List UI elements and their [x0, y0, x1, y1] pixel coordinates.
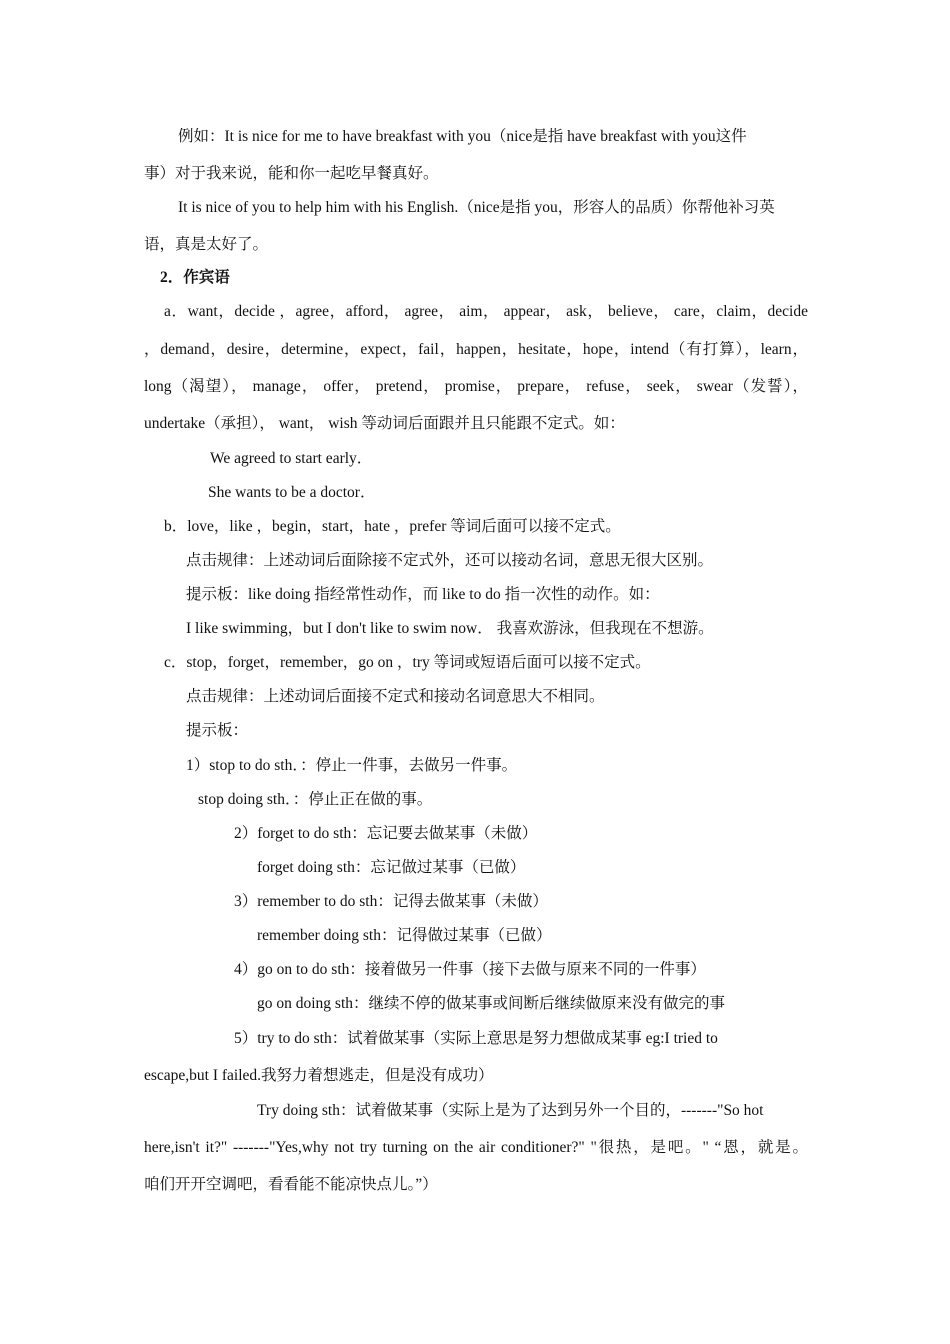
- item-b: b．love，like ，begin，start，hate ，prefer 等词后面可以接不定式。: [164, 518, 621, 535]
- remember-doing: remember doing sth：记得做过某事（已做）: [257, 927, 552, 944]
- forget-doing: forget doing sth：忘记做过某事（已做）: [257, 859, 526, 876]
- verb-list-line-4: undertake（承担）， want， wish 等动词后面跟并且只能跟不定式。如：: [144, 415, 625, 432]
- example-sentence-2: She wants to be a doctor．: [208, 484, 376, 501]
- go-on-to-do: 4）go on to do sth：接着做另一件事（接下去做与原来不同的一件事）: [234, 961, 706, 978]
- forget-to-do: 2）forget to do sth：忘记要去做某事（未做）: [234, 825, 538, 842]
- example-line-2b: 语，真是太好了。: [144, 236, 269, 253]
- hint-note-b: 提示板：like doing 指经常性动作，而 like to do 指一次性的动作。如：: [186, 586, 660, 603]
- item-c: c．stop，forget，remember，go on ，try 等词或短语后面可以接不定式。: [164, 654, 651, 671]
- rule-note-c: 点击规律：上述动词后面接不定式和接动名词意思大不相同。: [186, 688, 605, 705]
- try-doing-cont-1: here,isn't it?" -------"Yes,why not try turning on the air conditioner?" "很热，是吧。" “恩，就是。: [144, 1139, 808, 1156]
- hint-label-c: 提示板：: [186, 722, 249, 739]
- verb-list-line-1: a．want，decide ，agree，afford， agree， aim， appear， ask， believe， care，claim，decide: [164, 303, 808, 320]
- example-b: I like swimming，but I don't like to swim now． 我喜欢游泳，但我现在不想游。: [186, 620, 714, 637]
- try-doing: Try doing sth：试着做某事（实际上是为了达到另外一个目的，-------"So hot: [257, 1102, 764, 1119]
- try-to-do: 5）try to do sth：试着做某事（实际上意思是努力想做成某事 eg:I tried to: [234, 1030, 718, 1047]
- try-doing-cont-2: 咱们开开空调吧，看看能不能凉快点儿。”）: [144, 1176, 438, 1193]
- remember-to-do: 3）remember to do sth：记得去做某事（未做）: [234, 893, 548, 910]
- try-to-do-cont: escape,but I failed.我努力着想逃走，但是没有成功）: [144, 1067, 494, 1084]
- go-on-doing: go on doing sth：继续不停的做某事或间断后继续做原来没有做完的事: [257, 995, 726, 1012]
- example-line-1a: 例如：It is nice for me to have breakfast with you（nice是指 have breakfast with you这件: [178, 128, 747, 145]
- verb-list-line-3: long（渴望）， manage， offer， pretend， promise， prepare， refuse， seek， swear（发誓），: [144, 378, 808, 395]
- example-line-2a: It is nice of you to help him with his English.（nice是指 you，形容人的品质）你帮他补习英: [178, 199, 775, 216]
- example-line-1b: 事）对于我来说，能和你一起吃早餐真好。: [144, 165, 439, 182]
- verb-list-line-2: ，demand，desire，determine，expect，fail，happen，hesitate，hope，intend（有打算），learn，: [144, 341, 808, 358]
- stop-to-do: 1）stop to do sth．：停止一件事，去做另一件事。: [186, 757, 518, 774]
- section-heading: 2．作宾语: [160, 269, 230, 286]
- rule-note-b: 点击规律：上述动词后面除接不定式外，还可以接动名词，意思无很大区别。: [186, 552, 714, 569]
- stop-doing: stop doing sth．：停止正在做的事。: [198, 791, 433, 808]
- example-sentence-1: We agreed to start early．: [210, 450, 373, 467]
